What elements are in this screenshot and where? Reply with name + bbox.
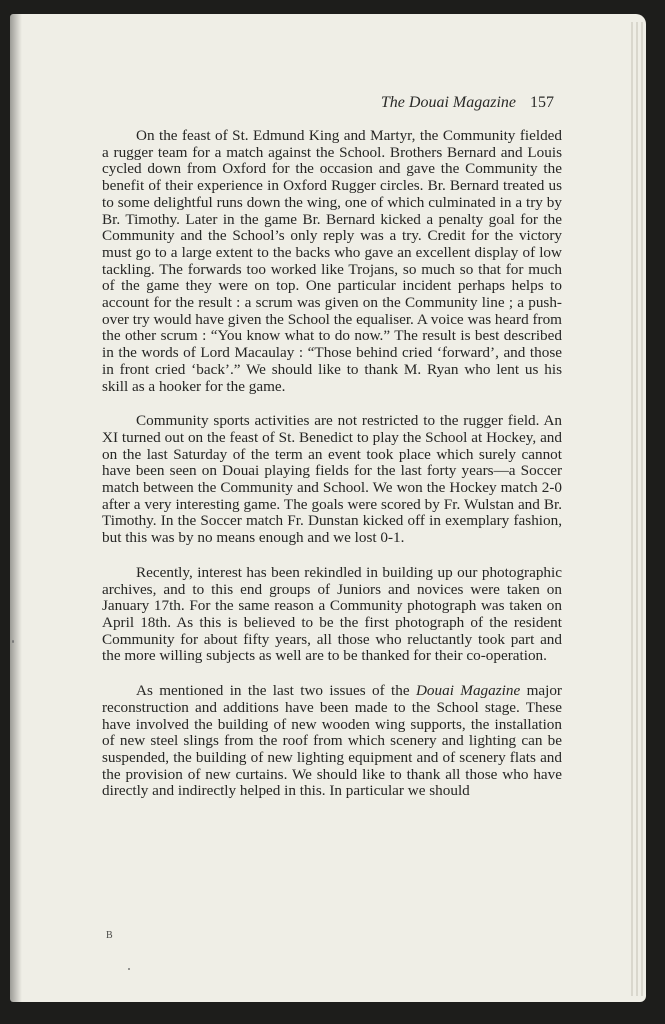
paper-speck bbox=[12, 640, 14, 643]
magazine-title-inline: Douai Magazine bbox=[415, 682, 521, 700]
article-body bbox=[102, 128, 562, 818]
page-edge bbox=[636, 22, 638, 996]
paragraph: Recently, interest has been rekindled in building up our photographic archives, and to this end groups of Juniors and novices were taken on January 17th. For the same reason a Community photograph was taken on April 18th. As this is believed to be the first photograph of the resident Community for about fifty years, all those who reluctantly took part and the more willing subjects as well are to be thanked for their co-operation. bbox=[102, 563, 562, 665]
paragraph-text: major reconstruction and additions have been made to the School stage. These have involved the building of new wooden wing supports, the installation of new steel slings from the roof from which scenery and lighting can be suspended, the building of new lighting equipment and of scenery flats and the provision of new curtains. We should like to thank all those who have directly and indirectly helped in this. In particular we should bbox=[102, 682, 562, 800]
signature-mark: B bbox=[106, 930, 113, 941]
page-number: 157 bbox=[530, 94, 554, 111]
paragraph: Community sports activities are not restricted to the rugger field. An XI turned out on the feast of St. Benedict to play the School at Hockey, and on the last Saturday of the term an event took place which surely cannot have been seen on Douai playing fields for the last forty years—a Soccer match between the Community and School. We won the Hockey match 2-0 after a very interesting game. The goals were scored by Fr. Wulstan and Br. Timothy. In the Soccer match Fr. Dunstan kicked off in exemplary fashion, but this was by no means enough and we lost 0-1. bbox=[102, 412, 562, 547]
running-header bbox=[381, 94, 554, 112]
page-edge bbox=[641, 22, 643, 996]
paragraph-text: As mentioned in the last two issues of the bbox=[136, 682, 416, 700]
magazine-title: The Douai Magazine bbox=[380, 94, 516, 111]
paragraph bbox=[102, 683, 562, 800]
paper-speck bbox=[128, 968, 130, 970]
page-edge bbox=[631, 22, 633, 996]
paragraph: On the feast of St. Edmund King and Martyr, the Community fielded a rugger team for a match against the School. Brothers Bernard and Louis cycled down from Oxford for the occasion and gave the Community the benefit of their experience in Oxford Rugger circles. Br. Bernard treated us to some delightful runs down the wing, one of which culminated in a try by Br. Timothy. Later in the game Br. Bernard kicked a penalty goal for the Community and the School’s only reply was a try. Credit for the victory must go to a large extent to the backs who gave an excellent display of low tackling. The forwards too worked like Trojans, so much so that for much of the game they were on top. One particular incident perhaps helps to account for the result : a scrum was given on the Community line ; a push-over try would have given the School the equaliser. A voice was heard from the other scrum : “You know what to do now.” The result is best described in the words of Lord Macaulay : “Those behind cried ‘forward’, and those in front cried ‘back’.” We should like to thank M. Ryan who lent us his skill as a hooker for the game. bbox=[102, 127, 562, 395]
gutter-shadow bbox=[10, 14, 22, 1002]
